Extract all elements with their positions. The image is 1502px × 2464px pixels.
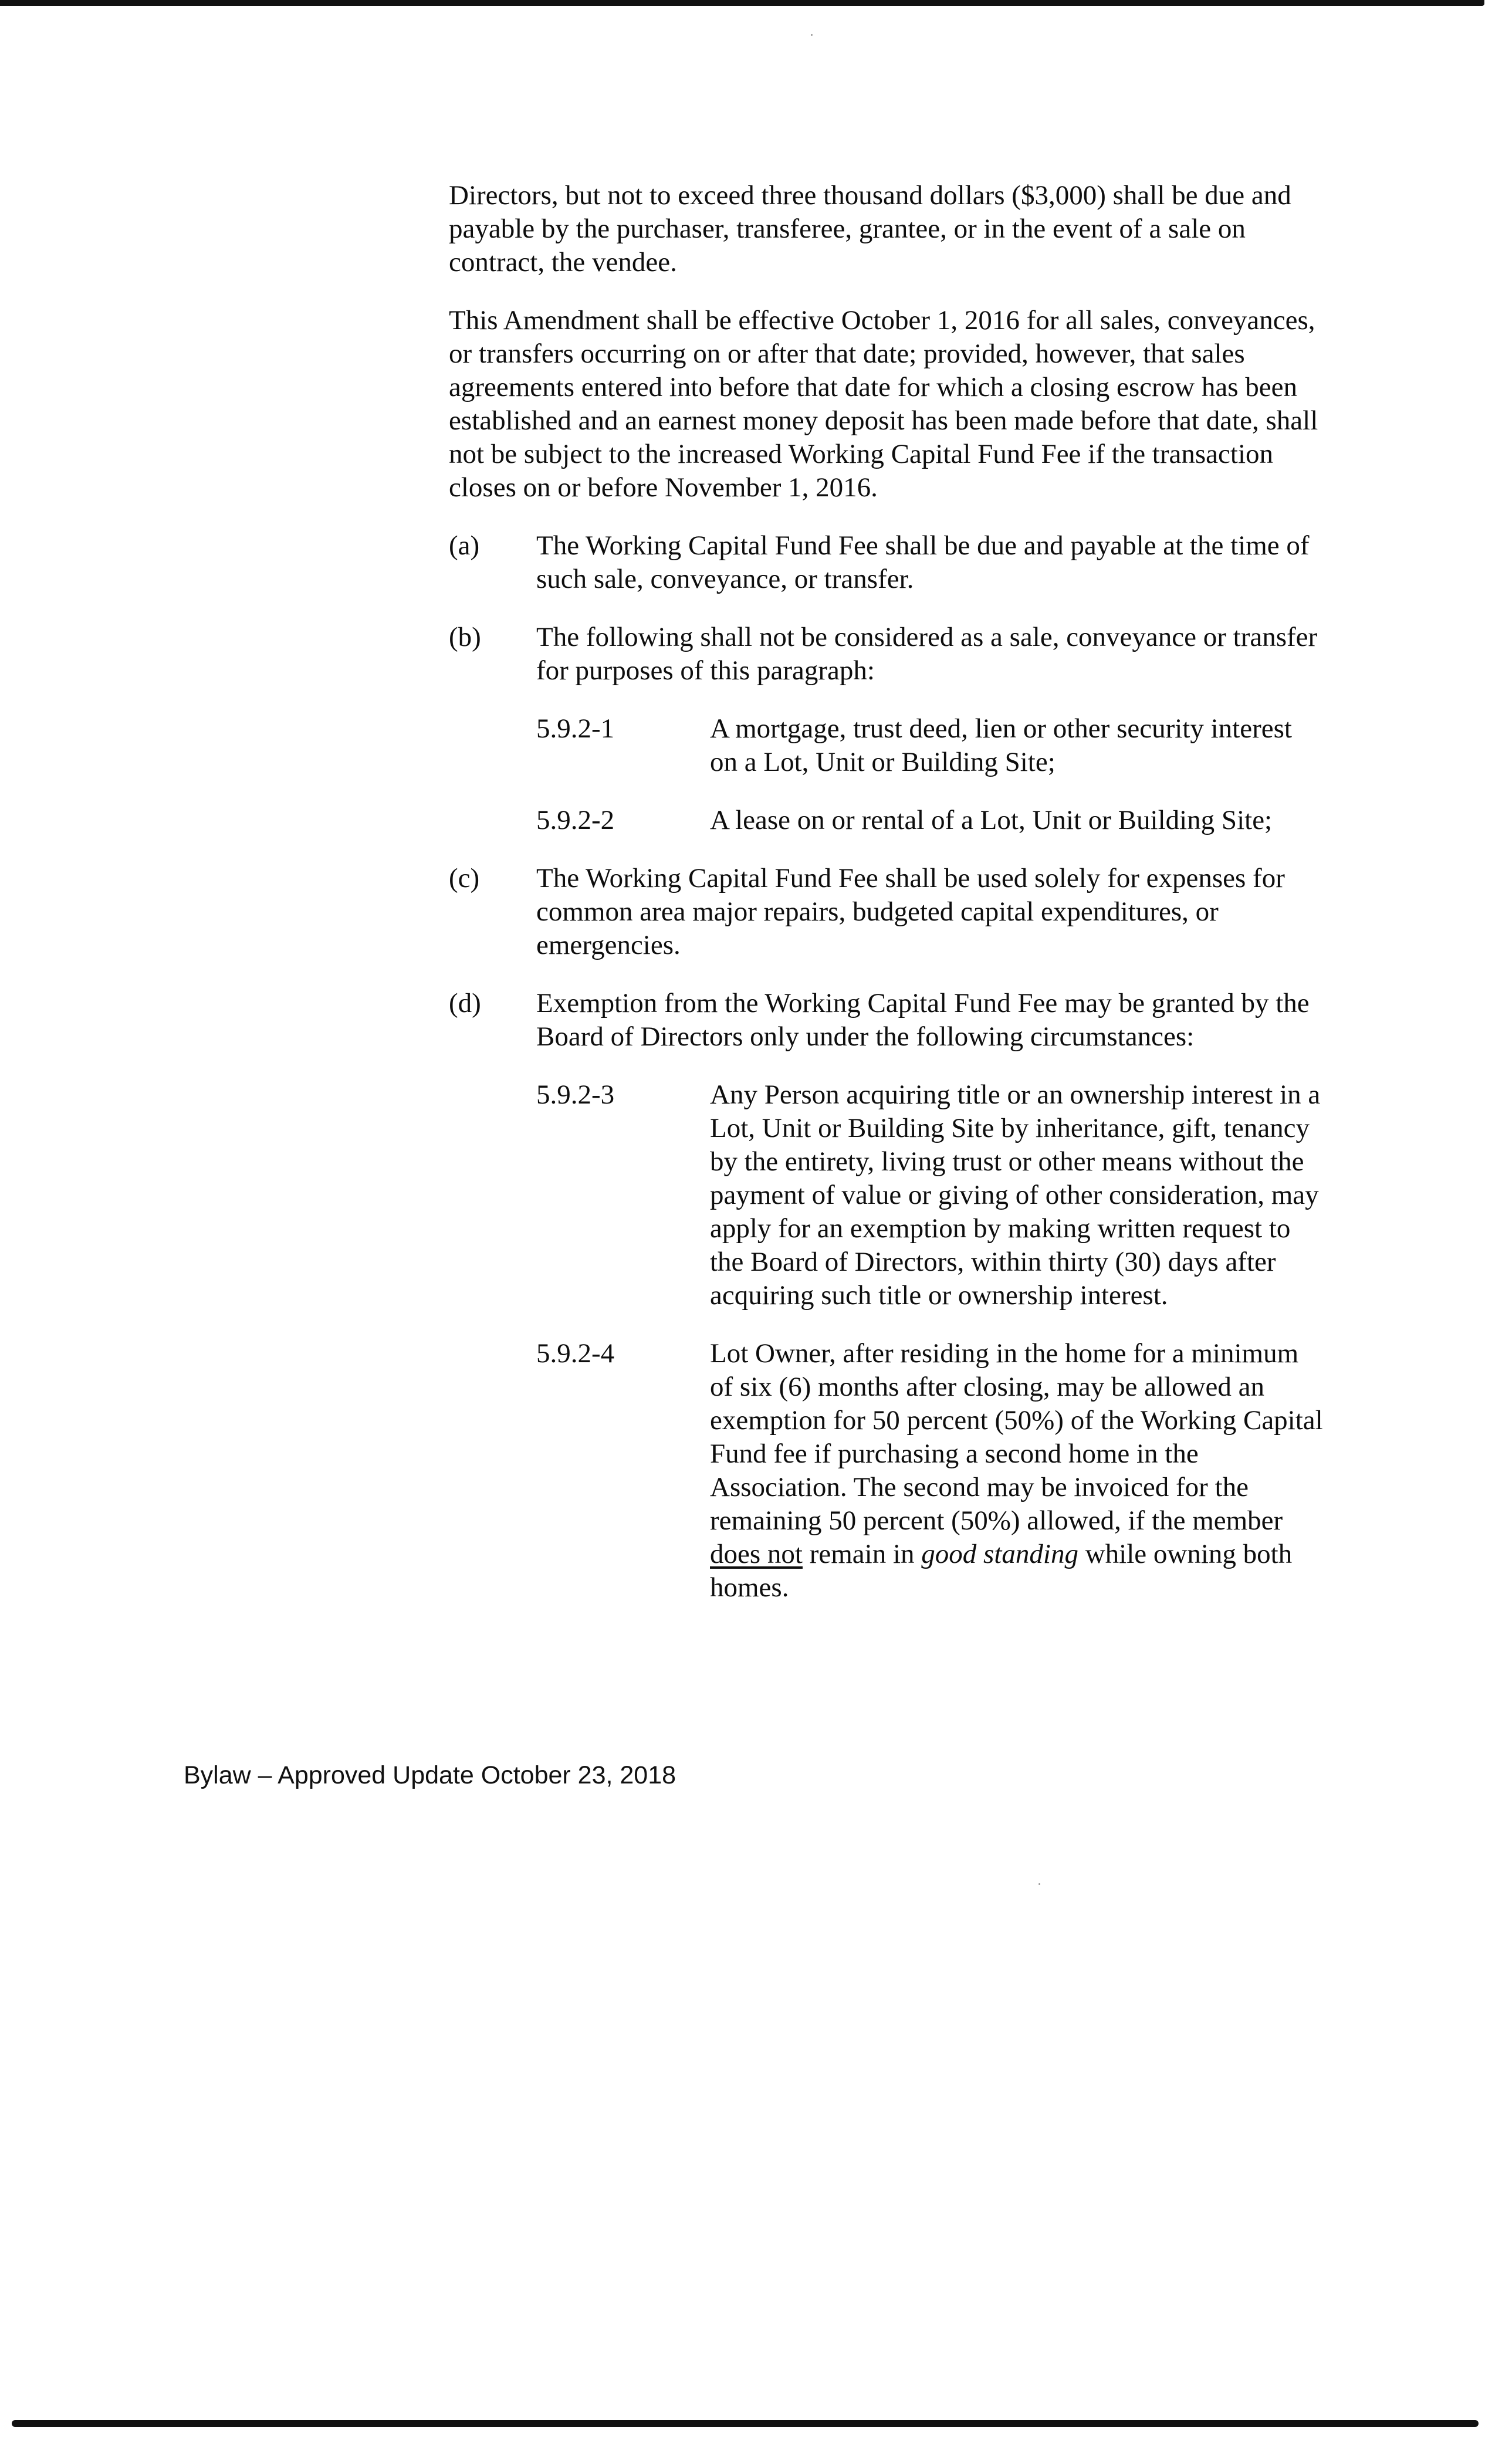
text-middle: remain in (802, 1539, 922, 1569)
list-item-a (449, 529, 1323, 596)
scan-speck (1038, 1883, 1040, 1885)
subsection-number: 5.9.2-4 (536, 1338, 615, 1369)
subsection-5-9-2-3 (536, 1078, 1323, 1312)
subsection-5-9-2-1 (536, 712, 1323, 779)
item-label: (c) (449, 863, 480, 893)
item-text: The Working Capital Fund Fee shall be used solely for expenses for common area major repairs, budgeted capital expenditures, or emergencies. (536, 863, 1285, 960)
top-scan-border (0, 0, 1484, 6)
list-item-b (449, 621, 1323, 837)
bottom-scan-border (12, 2420, 1479, 2427)
subsection-number: 5.9.2-1 (536, 713, 615, 744)
subsection-5-9-2-4 (536, 1337, 1323, 1605)
item-text: The Working Capital Fund Fee shall be due and payable at the time of such sale, conveyance, or transfer. (536, 530, 1310, 594)
amendment-paragraph: This Amendment shall be effective October 1, 2016 for all sales, conveyances, or transfers occurring on or after that date; provided, however, that sales agreements entered into before that date for which a closing escrow has been established and an earnest money deposit has been made before that date, shall not be subject to the increased Working Capital Fund Fee if the transaction closes on or before November 1, 2016. (449, 305, 1318, 503)
subsection-text: A lease on or rental of a Lot, Unit or Building Site; (710, 805, 1273, 835)
subsection-number: 5.9.2-2 (536, 805, 615, 835)
subsection-text: Any Person acquiring title or an ownership interest in a Lot, Unit or Building Site by inheritance, gift, tenancy by the entirety, living trust or other means without the payment of value or giving of other consideration, may apply for an exemption by making written request to the Board of Directors, within thirty (30) days after acquiring such title or ownership interest. (710, 1079, 1321, 1311)
page-footer: Bylaw – Approved Update October 23, 2018 (184, 1761, 676, 1789)
item-label: (a) (449, 530, 480, 561)
subsection-text: A mortgage, trust deed, lien or other security interest on a Lot, Unit or Building Site; (710, 713, 1292, 777)
list-item-c (449, 862, 1323, 962)
item-label: (b) (449, 622, 481, 652)
subsection-number: 5.9.2-3 (536, 1079, 615, 1110)
text-before: Lot Owner, after residing in the home for a minimum of six (6) months after closing, may be allowed an exemption for 50 percent (50%) of the Working Capital Fund fee if purchasing a second home in the Association. The second may be invoiced for the remaining 50 percent (50%) allowed, if the member (710, 1338, 1323, 1536)
list-item-d (449, 987, 1323, 1605)
subsection-5-9-2-2 (536, 804, 1323, 837)
item-text: Exemption from the Working Capital Fund Fee may be granted by the Board of Directors only under the following circumstances: (536, 988, 1310, 1052)
intro-paragraph: Directors, but not to exceed three thousand dollars ($3,000) shall be due and payable by the purchaser, transferee, grantee, or in the event of a sale on contract, the vendee. (449, 180, 1291, 277)
italic-good-standing: good standing (921, 1539, 1078, 1569)
text-after: while owning both homes. (710, 1539, 1293, 1603)
item-label: (d) (449, 988, 481, 1018)
subsection-text (710, 1337, 1323, 1605)
scan-speck (811, 34, 813, 36)
underlined-does-not: does not (710, 1539, 803, 1569)
item-text: The following shall not be considered as a sale, conveyance or transfer for purposes of this paragraph: (536, 622, 1318, 686)
document-body (449, 179, 1323, 1629)
